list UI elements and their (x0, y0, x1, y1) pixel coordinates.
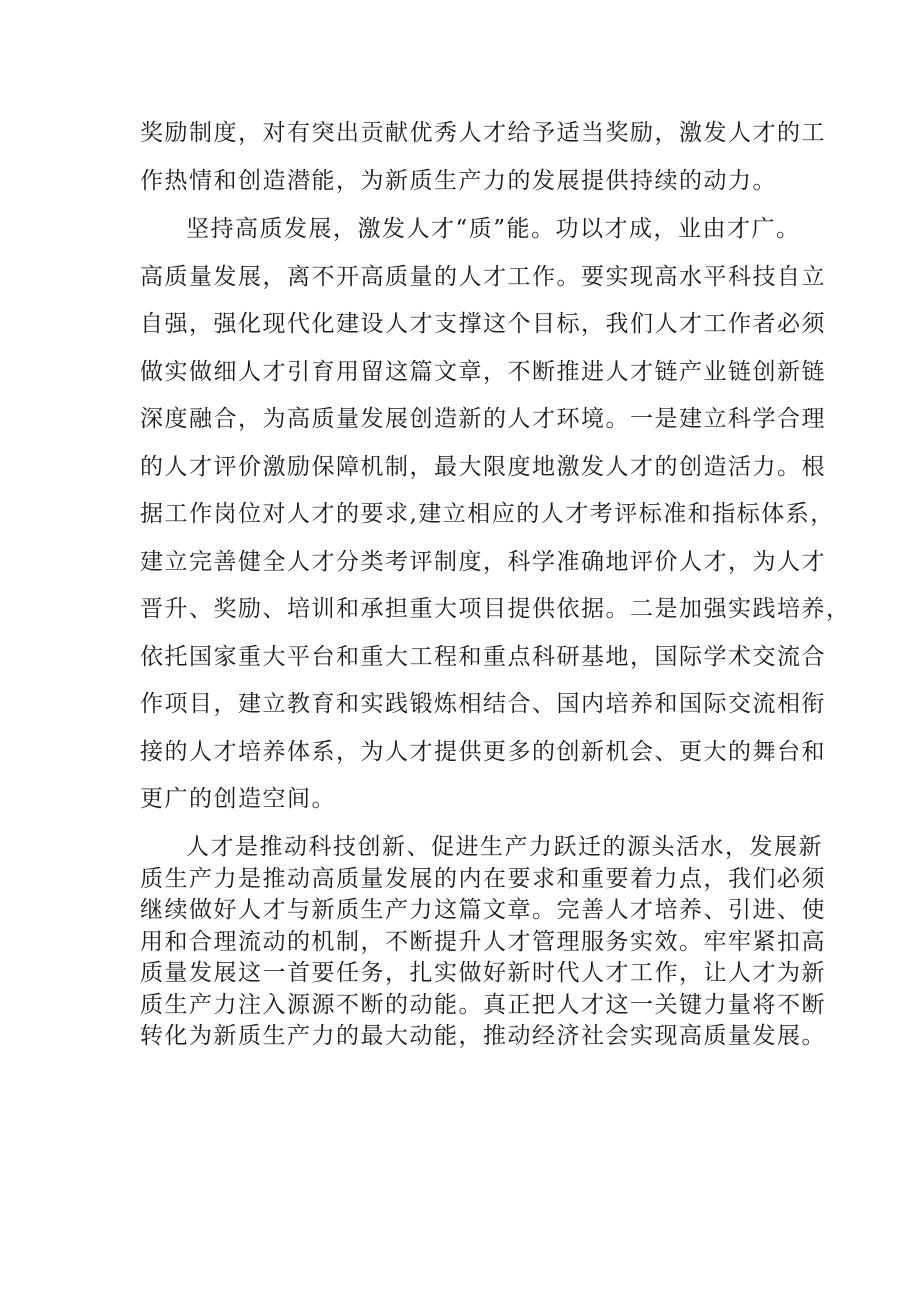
paragraph-reward-system (140, 110, 826, 205)
text-line: 奖励制度，对有突出贡献优秀人才给予适当奖励，激发人才的工 (140, 120, 826, 146)
text-line: 质量发展这一首要任务，扎实做好新时代人才工作，让人才为新 (140, 960, 826, 986)
text-line: 高质量发展，离不开高质量的人才工作。要实现高水平科技自立 (140, 263, 826, 290)
text-line: 转化为新质生产力的最大动能，推动经济社会实现高质量发展。 (140, 1023, 826, 1049)
paragraph-high-quality-development (140, 206, 851, 824)
text-line: 自强，强化现代化建设人才支撑这个目标，我们人才工作者必须 (140, 311, 826, 337)
text-line: 建立完善健全人才分类考评制度，科学准确地评价人才，为人才 (140, 548, 826, 575)
paragraph-conclusion (140, 832, 826, 1053)
text-line: 用和合理流动的机制，不断提升人才管理服务实效。牢牢紧扣高 (140, 928, 826, 955)
text-line: 晋升、奖励、培训和承担重大项目提供依据。二是加强实践培养， (140, 596, 851, 622)
text-line: 依托国家重大平台和重大工程和重点科研基地，国际学术交流合 (140, 643, 826, 670)
text-line: 做实做细人才引育用留这篇文章，不断推进人才链产业链创新链 (140, 358, 826, 385)
text-line: 质生产力注入源源不断的动能。真正把人才这一关键力量将不断 (140, 991, 826, 1018)
text-line: 继续做好人才与新质生产力这篇文章。完善人才培养、引进、使 (140, 897, 826, 923)
text-line: 的人才评价激励保障机制，最大限度地激发人才的创造活力。根 (140, 453, 826, 480)
text-line: 作项目，建立教育和实践锻炼相结合、国内培养和国际交流相衔 (140, 691, 826, 717)
text-line: 人才是推动科技创新、促进生产力跃迁的源头活水，发展新 (186, 834, 823, 860)
text-line: 据工作岗位对人才的要求,建立相应的人才考评标准和指标体系， (140, 501, 835, 527)
text-line: 质生产力是推动高质量发展的内在要求和重要着力点，我们必须 (140, 865, 826, 892)
text-line: 作热情和创造潜能，为新质生产力的发展提供持续的动力。 (140, 167, 777, 194)
text-line: 更广的创造空间。 (140, 786, 336, 812)
text-line: 深度融合，为高质量发展创造新的人才环境。一是建立科学合理 (140, 406, 826, 432)
text-line: 坚持高质发展，激发人才“质”能。功以才成，业由才广。 (186, 216, 801, 242)
text-line: 接的人才培养体系，为人才提供更多的创新机会、更大的舞台和 (140, 738, 826, 765)
